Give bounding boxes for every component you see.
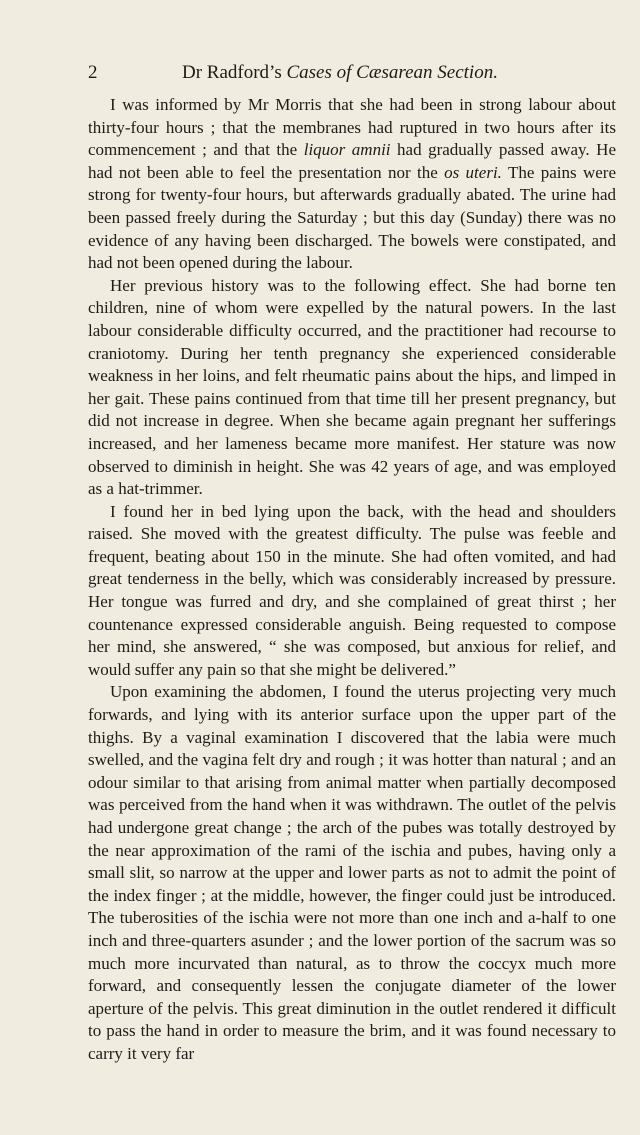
paragraph-3: I found her in bed lying upon the back, with the head and shoulders raised. She moved with the greatest difficulty. The pulse was feeble and frequent, beating about 150 in the minute. She had often vomited, and had great tenderness in the belly, which was considerably increased by pressure. Her tongue was furred and dry, and she complained of great thirst ; her countenance expressed considerable anguish. Being requested to compose her mind, she answered, “ she was composed, but anxious for relief, and would suffer any pain so that she might be delivered.” (88, 501, 616, 679)
paragraph-1-text-b: had gradually passed away. He had not been able to feel the presentation nor the (88, 140, 616, 182)
page-number: 2 (88, 62, 98, 83)
italic-liquor-amnii: liquor amnii (303, 140, 391, 160)
paragraph-4: Upon examining the abdomen, I found the uterus projecting very much forwards, and lying with its anterior surface upon the upper part of the thighs. By a vaginal examination I discovered that the labia were much swelled, and the vagina felt dry and rough ; it was hotter than natural ; and an odour similar to that arising from animal matter when partially decomposed was perceived from the hand when it was withdrawn. The outlet of the pelvis had undergone great change ; the arch of the pubes was totally destroyed by the near approximation of the rami of the ischia and pubes, having only a small slit, so narrow at the upper and lower parts as not to admit the point of the index finger ; at the middle, however, the finger could just be introduced. The tuberosities of the ischia were not more than one inch and a-half to one inch and three-quarters asunder ; and the lower portion of the sacrum was so much more incurvated than natural, as to throw the coccyx much more forward, and consequently lessen the conjugate diameter of the lower aperture of the pelvis. This great diminution in the outlet rendered it difficult to pass the hand in order to measure the brim, and it was found necessary to carry it very far (88, 682, 616, 1063)
running-title (182, 62, 498, 84)
running-title-italic: Cases of Cæsarean Section. (286, 62, 498, 83)
running-title-author: Dr Radford’s (182, 62, 287, 83)
body-text (88, 94, 616, 1066)
italic-os-uteri: os uteri. (444, 162, 502, 182)
paragraph-1-text-c: The pains were strong for twenty-four hours, but afterwards gradually abated. The urine had been passed freely during the Saturday ; but this day (Sunday) there was no evidence of any having been discharged. The bowels were constipated, and had not been opened during the labour. (88, 162, 616, 273)
paragraph-1 (88, 94, 616, 275)
paragraph-2: Her previous history was to the following effect. She had borne ten children, nine of whom were expelled by the natural powers. In the last labour considerable difficulty occurred, and the practitioner had recourse to craniotomy. During her tenth pregnancy she experienced considerable weakness in her loins, and felt rheumatic pains about the hips, and limped in her gait. These pains continued from that time till her present pregnancy, but did not increase in degree. When she became again pregnant her sufferings increased, and her lameness became more manifest. Her stature was now observed to diminish in height. She was 42 years of age, and was employed as a hat-trimmer. (88, 275, 616, 499)
paragraph-1-text-a: I was informed by Mr Morris that she had been in strong labour about thirty-four hours ; that the membranes had ruptured in two hours after its commencement ; and that the (88, 95, 616, 160)
